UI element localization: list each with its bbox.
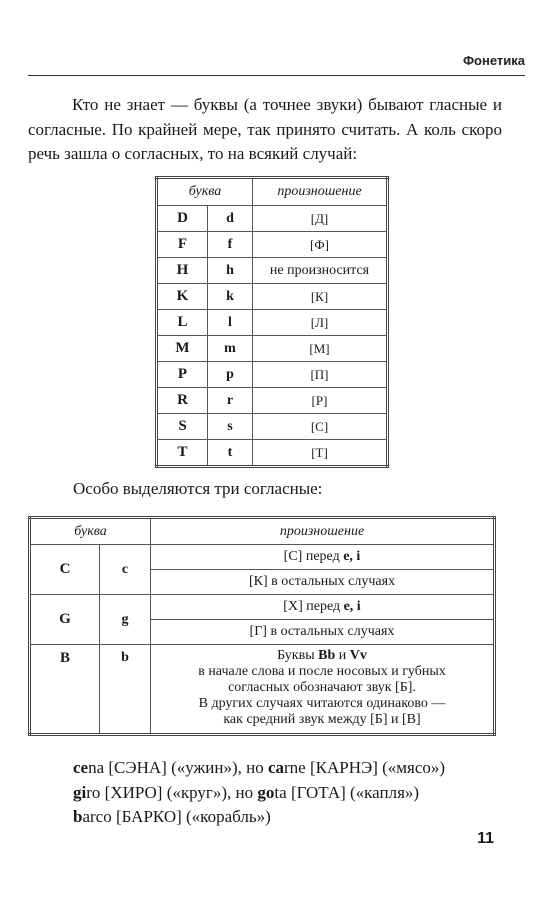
special-consonants-heading: Особо выделяются три согласные: — [73, 479, 323, 498]
letter-lower: b — [100, 645, 151, 735]
letter-lower: k — [208, 284, 253, 310]
pronunciation-cell: [П] — [253, 362, 388, 388]
letter-upper: H — [157, 258, 208, 284]
letter-upper: K — [157, 284, 208, 310]
letter-lower: t — [208, 440, 253, 467]
example-line: cena [СЭНА] («ужин»), но carne [КАРНЭ] («мясо») — [73, 758, 446, 777]
header-divider — [28, 75, 525, 76]
pronunciation-cell: [Л] — [253, 310, 388, 336]
table-row — [157, 206, 388, 232]
pronunciation-cell: [К] — [253, 284, 388, 310]
table-row — [30, 595, 495, 620]
letter-upper: T — [157, 440, 208, 467]
rule-line: Буквы Bb и Vv — [277, 648, 367, 663]
letter-lower: p — [208, 362, 253, 388]
letter-lower: f — [208, 232, 253, 258]
letter-upper: L — [157, 310, 208, 336]
running-header: Фонетика — [462, 53, 525, 68]
rule-vowels: e, i — [343, 549, 361, 564]
column-header-letter: буква — [30, 518, 151, 545]
example-line: barco [БАРКО] («корабль») — [73, 807, 271, 826]
consonants-table — [155, 176, 389, 468]
letter-lower: l — [208, 310, 253, 336]
pronunciation-rule: [Г] в остальных случаях — [151, 620, 495, 645]
intro-paragraph: Кто не знает — буквы (а точнее звуки) бывают гласные и согласные. По крайней мере, так принято считать. А коль скоро речь зашла о согласных, то на всякий случай: — [28, 95, 502, 163]
pronunciation-cell: [М] — [253, 336, 388, 362]
table-row — [30, 545, 495, 570]
letter-upper: B — [30, 645, 100, 735]
column-header-pronunciation: произношение — [151, 518, 495, 545]
table-row — [157, 414, 388, 440]
page-number: 11 — [477, 830, 494, 847]
letter-upper: S — [157, 414, 208, 440]
letter-upper: P — [157, 362, 208, 388]
letter-upper: R — [157, 388, 208, 414]
table-row — [157, 336, 388, 362]
letter-lower: s — [208, 414, 253, 440]
examples-block — [73, 756, 445, 830]
table-header-row — [157, 178, 388, 206]
rule-line: в начале слова и после носовых и губных — [198, 664, 446, 679]
letter-upper: D — [157, 206, 208, 232]
pronunciation-rule — [151, 595, 495, 620]
letter-upper: M — [157, 336, 208, 362]
letter-lower: c — [100, 545, 151, 595]
rule-vowels: e, i — [343, 599, 361, 614]
table-row — [157, 362, 388, 388]
special-consonants-table — [28, 516, 496, 736]
letter-upper: G — [30, 595, 100, 645]
example-line: giro [ХИРО] («круг»), но gota [ГОТА] («капля») — [73, 782, 420, 802]
table-row — [157, 284, 388, 310]
pronunciation-cell: [Т] — [253, 440, 388, 467]
pronunciation-rule — [151, 645, 495, 735]
letter-lower: d — [208, 206, 253, 232]
table-row — [157, 388, 388, 414]
letter-lower: m — [208, 336, 253, 362]
letter-lower: h — [208, 258, 253, 284]
pronunciation-cell: не произносится — [253, 258, 388, 284]
rule-text: [С] перед — [283, 549, 344, 564]
rule-line: как средний звук между [Б] и [В] — [223, 712, 421, 727]
table-row — [157, 258, 388, 284]
table-row — [157, 232, 388, 258]
pronunciation-cell: [Р] — [253, 388, 388, 414]
pronunciation-cell: [Д] — [253, 206, 388, 232]
column-header-pronunciation: произношение — [253, 178, 388, 206]
letter-upper: F — [157, 232, 208, 258]
rule-text: [Х] перед — [283, 599, 344, 614]
pronunciation-cell: [С] — [253, 414, 388, 440]
rule-line: согласных обозначают звук [Б]. — [228, 680, 416, 695]
pronunciation-rule: [К] в остальных случаях — [151, 570, 495, 595]
rule-line: В других случаях читаются одинаково — — [198, 696, 446, 711]
pronunciation-cell: [Ф] — [253, 232, 388, 258]
table-row — [30, 645, 495, 735]
letter-lower: g — [100, 595, 151, 645]
table-row — [157, 310, 388, 336]
table-header-row — [30, 518, 495, 545]
table-row — [157, 440, 388, 467]
letter-upper: C — [30, 545, 100, 595]
column-header-letter: буква — [157, 178, 253, 206]
letter-lower: r — [208, 388, 253, 414]
pronunciation-rule — [151, 545, 495, 570]
